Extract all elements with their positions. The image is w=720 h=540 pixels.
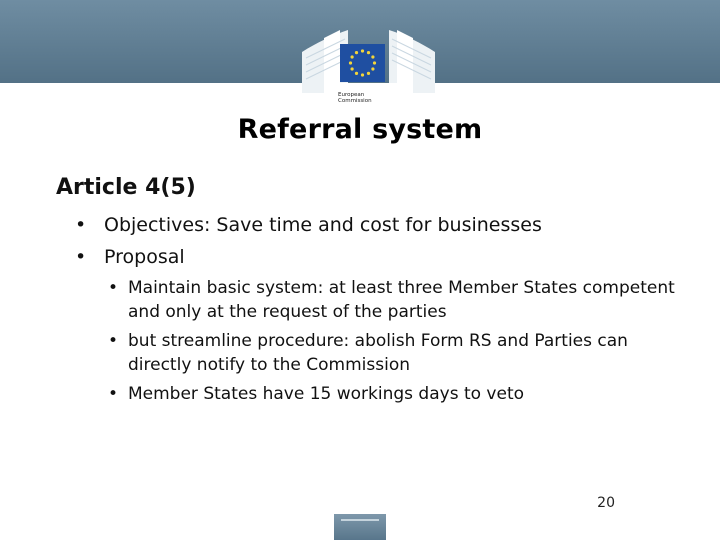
logo-caption bbox=[338, 92, 398, 104]
commission-building-icon bbox=[302, 10, 435, 93]
footer-logo-mark bbox=[341, 519, 379, 521]
sub-bullet-dot-icon: • bbox=[108, 384, 119, 404]
bullet-objectives-text: Objectives: Save time and cost for businesses bbox=[104, 214, 542, 236]
european-commission-logo bbox=[302, 10, 435, 105]
logo-caption-line-1: European bbox=[338, 92, 365, 98]
sub-bullet-streamline-text: but streamline procedure: abolish Form RS and Parties can directly notify to the Commission bbox=[128, 331, 628, 375]
sub-bullet-maintain-text: Maintain basic system: at least three Member States competent and only at the request of the parties bbox=[128, 278, 675, 322]
bullet-dot-icon: • bbox=[75, 246, 87, 268]
article-heading: Article 4(5) bbox=[56, 175, 196, 200]
bullet-dot-icon: • bbox=[75, 214, 87, 236]
sub-bullet-veto-text: Member States have 15 workings days to veto bbox=[128, 384, 525, 404]
footer-logo bbox=[334, 514, 386, 540]
sub-bullet-dot-icon: • bbox=[108, 278, 119, 298]
slide-title: Referral system bbox=[237, 114, 483, 145]
sub-bullet-dot-icon: • bbox=[108, 331, 119, 351]
logo-caption-line-2: Commission bbox=[338, 98, 372, 104]
page-number: 20 bbox=[597, 495, 615, 511]
bullet-proposal-text: Proposal bbox=[104, 246, 185, 268]
